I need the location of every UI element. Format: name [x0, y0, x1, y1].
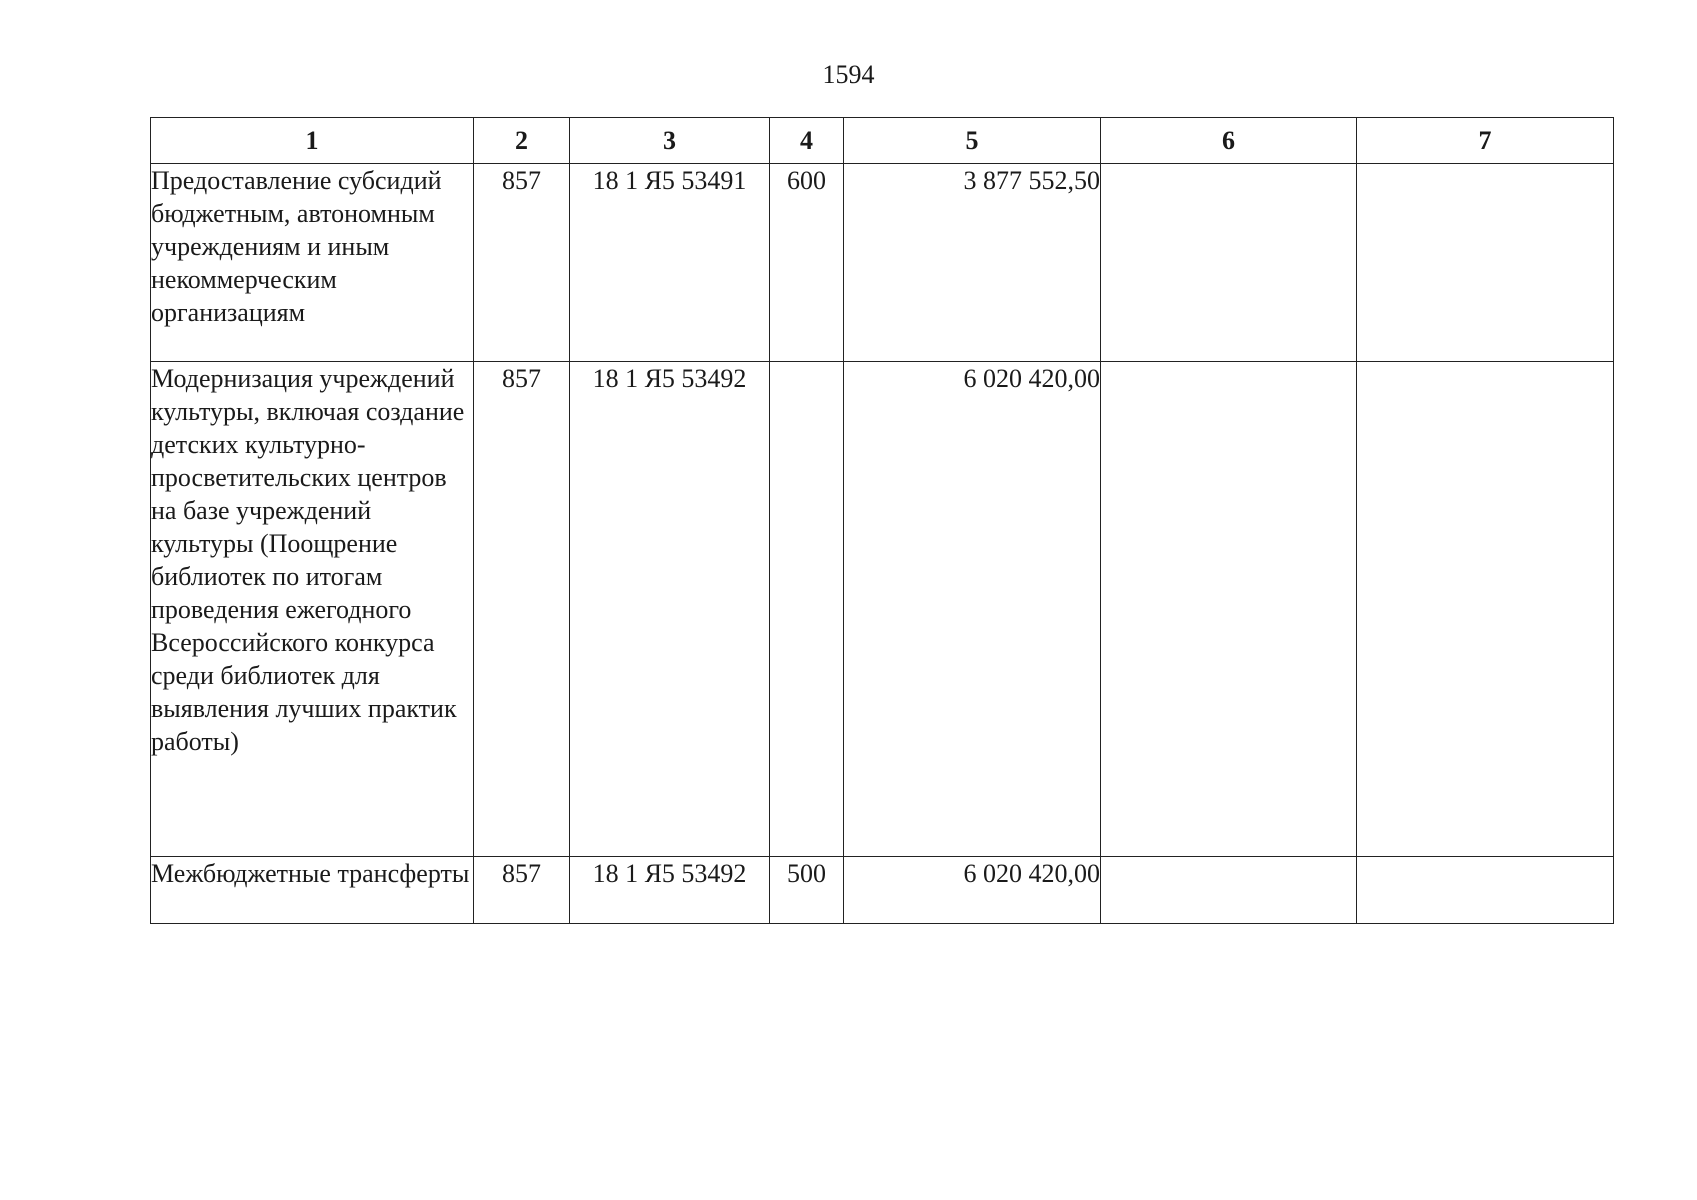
row-col2: 857 — [474, 164, 570, 362]
row-col2: 857 — [474, 362, 570, 857]
row-col5: 6 020 420,00 — [844, 362, 1101, 857]
table-row — [151, 164, 1614, 362]
column-header-1: 1 — [151, 118, 474, 164]
row-col3: 18 1 Я5 53491 — [570, 164, 770, 362]
row-name: Предоставление субсидий бюджетным, автономным учреждениям и иным некоммерческим организациям — [151, 164, 474, 362]
column-header-2: 2 — [474, 118, 570, 164]
row-name: Модернизация учреждений культуры, включая создание детских культурно-просветительских центров на базе учреждений культуры (Поощрение библиотек по итогам проведения ежегодного Всероссийского конкурса среди библиотек для выявления лучших практик работы) — [151, 362, 474, 857]
row-col4: 500 — [770, 857, 844, 924]
table-row — [151, 362, 1614, 857]
row-col7 — [1357, 857, 1614, 924]
row-col6 — [1101, 362, 1357, 857]
row-col6 — [1101, 164, 1357, 362]
row-col4 — [770, 362, 844, 857]
column-header-4: 4 — [770, 118, 844, 164]
row-name: Межбюджетные трансферты — [151, 857, 474, 924]
row-col7 — [1357, 164, 1614, 362]
budget-table — [150, 117, 1614, 924]
row-col2: 857 — [474, 857, 570, 924]
column-header-6: 6 — [1101, 118, 1357, 164]
row-col3: 18 1 Я5 53492 — [570, 857, 770, 924]
row-col5: 6 020 420,00 — [844, 857, 1101, 924]
row-col4: 600 — [770, 164, 844, 362]
table-row — [151, 857, 1614, 924]
row-col6 — [1101, 857, 1357, 924]
table-header-row — [151, 118, 1614, 164]
column-header-5: 5 — [844, 118, 1101, 164]
page-number: 1594 — [822, 60, 875, 89]
row-col7 — [1357, 362, 1614, 857]
column-header-3: 3 — [570, 118, 770, 164]
column-header-7: 7 — [1357, 118, 1614, 164]
row-col5: 3 877 552,50 — [844, 164, 1101, 362]
row-col3: 18 1 Я5 53492 — [570, 362, 770, 857]
